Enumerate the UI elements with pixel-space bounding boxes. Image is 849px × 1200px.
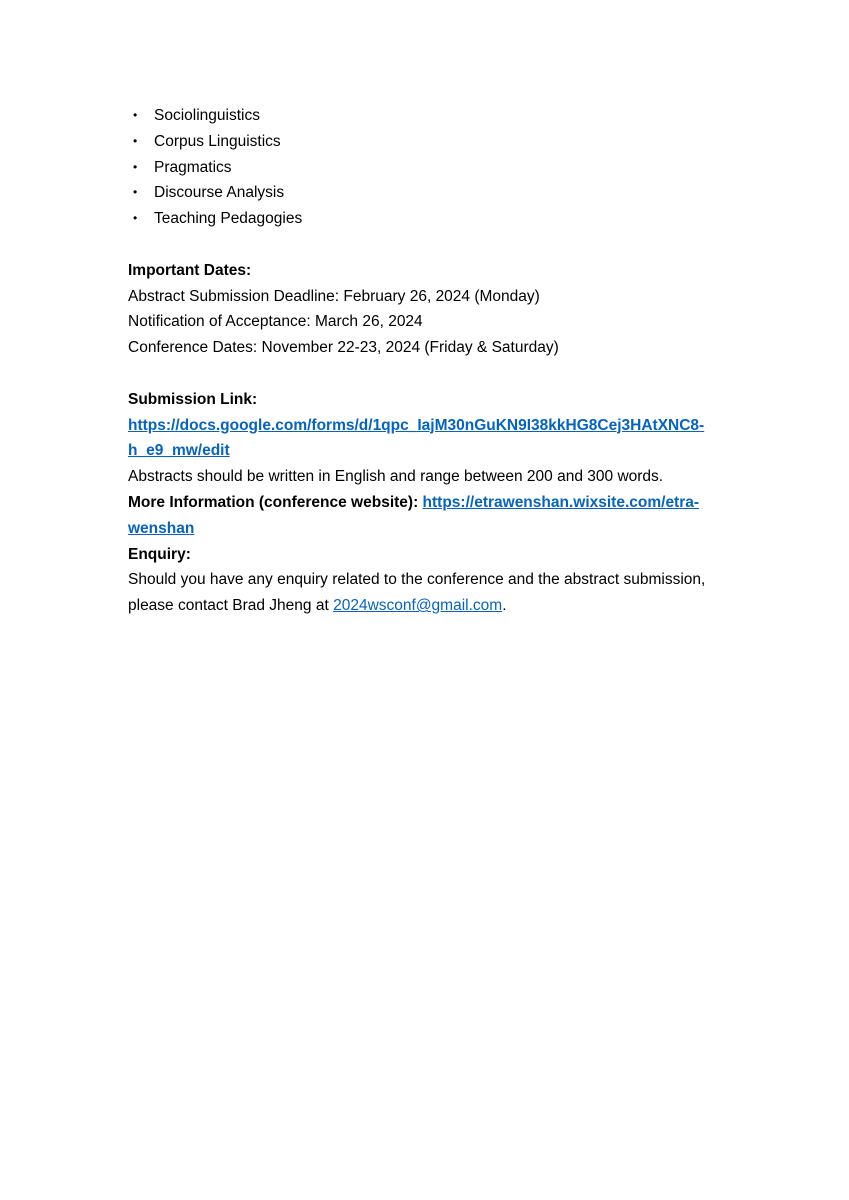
conference-website-link-line1[interactable]: https://etrawenshan.wixsite.com/etra- <box>422 493 700 511</box>
important-dates-heading: Important Dates: <box>128 261 252 279</box>
more-info-link-wrap[interactable] <box>128 516 728 542</box>
topic-list <box>128 103 728 232</box>
bullet-dot-icon: • <box>133 185 138 200</box>
topic-label: Discourse Analysis <box>154 184 285 202</box>
bullet-dot-icon: • <box>133 159 138 174</box>
conference-dates-text: Conference Dates: November 22-23, 2024 (Friday & Saturday) <box>128 339 559 357</box>
list-item <box>128 155 728 181</box>
more-info-label: More Information (conference website): <box>128 493 423 511</box>
enquiry-contact-suffix: . <box>502 597 507 615</box>
spacer <box>128 232 728 258</box>
conference-website-link-line2[interactable]: wenshan <box>128 519 195 537</box>
more-info-line <box>128 490 728 516</box>
enquiry-heading: Enquiry: <box>128 545 191 563</box>
bullet-dot-icon: • <box>133 133 138 148</box>
spacer <box>128 361 728 387</box>
list-item <box>128 103 728 129</box>
submission-link-heading: Submission Link: <box>128 390 258 408</box>
submission-link-wrap[interactable] <box>128 438 728 464</box>
page-content <box>128 103 728 619</box>
notification-text: Notification of Acceptance: March 26, 2024 <box>128 313 423 331</box>
topic-label: Corpus Linguistics <box>154 132 281 150</box>
topic-label: Pragmatics <box>154 158 232 176</box>
submission-link[interactable] <box>128 413 728 439</box>
abstract-deadline-text: Abstract Submission Deadline: February 26, 2024 (Monday) <box>128 287 540 305</box>
list-item <box>128 180 728 206</box>
bullet-dot-icon: • <box>133 108 138 122</box>
submission-link-line1[interactable]: https://docs.google.com/forms/d/1qpc_IajM30nGuKN9I38kkHG8Cej3HAtXNC8- <box>128 416 705 434</box>
bullet-dot-icon: • <box>133 211 138 226</box>
enquiry-text-line1: Should you have any enquiry related to the conference and the abstract submission, <box>128 571 706 589</box>
enquiry-text-line2 <box>128 593 728 619</box>
submission-link-line2[interactable]: h_e9_mw/edit <box>128 442 230 460</box>
list-item <box>128 129 728 155</box>
enquiry-contact-prefix: please contact Brad Jheng at <box>128 597 334 615</box>
contact-email-link[interactable]: 2024wsconf@gmail.com <box>333 597 503 615</box>
topic-label: Teaching Pedagogies <box>154 210 303 228</box>
topic-label: Sociolinguistics <box>154 107 260 124</box>
abstract-length-note: Abstracts should be written in English and range between 200 and 300 words. <box>128 468 664 486</box>
list-item <box>128 206 728 232</box>
